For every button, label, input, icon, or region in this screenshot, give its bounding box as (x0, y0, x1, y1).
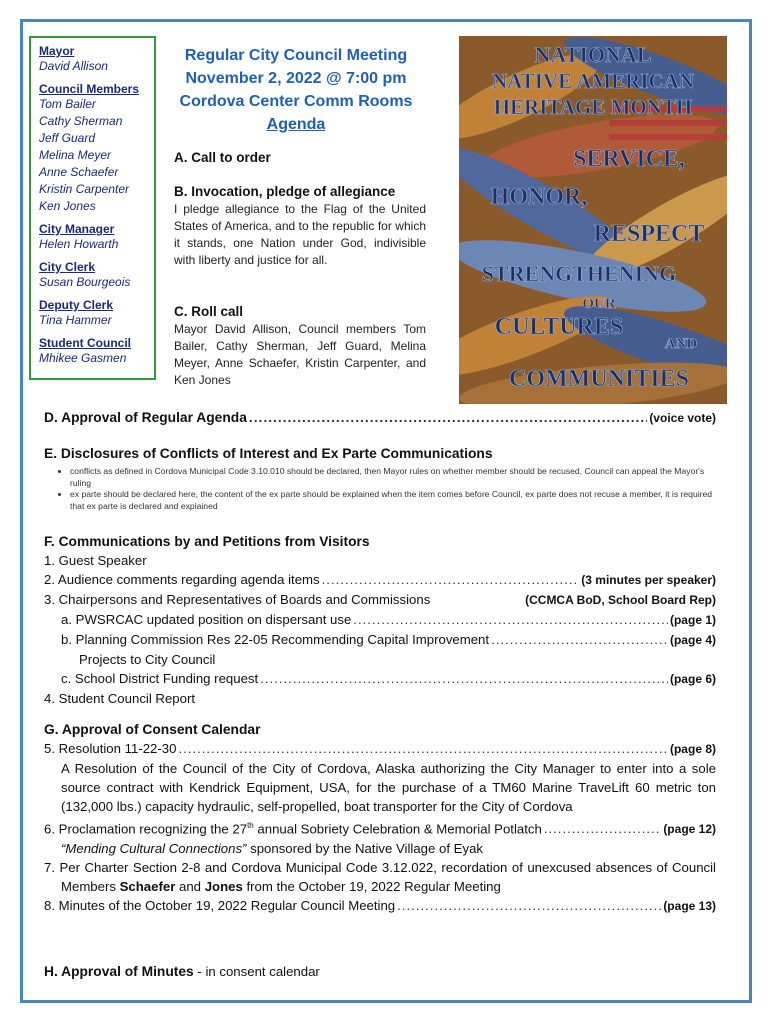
poster-word: NATIVE AMERICAN (491, 69, 695, 93)
roster-name: Kristin Carpenter (39, 182, 130, 196)
absences-part: from the October 19, 2022 Regular Meeting (242, 879, 501, 895)
roster-name: David Allison (39, 59, 108, 73)
item-3a: a. PWSRCAC updated position on dispersant use (61, 612, 352, 627)
roster-name: Tom Bailer (39, 97, 96, 111)
item-tag: (page 6) (669, 672, 716, 686)
item-tag: (page 12) (663, 822, 716, 837)
item-audience-comments: 2. Audience comments regarding agenda items (44, 572, 320, 587)
roster-name: Tina Hammer (39, 313, 112, 327)
poster-word: STRENGTHENING (481, 261, 677, 286)
roster-role: Mayor (39, 44, 75, 58)
title-line-3: Cordova Center Comm Rooms (179, 93, 413, 110)
resolution-text: A Resolution of the Council of the City of Cordova, Alaska authorizing the City Manager to enter into a sole source contract with Kendrick Equipment, USA, for the purchase of a TM60 Marine TraveLift 60 metric ton (132,000 lbs.) capacity hydraulic, self-propelled, boat transporter for the City of Cordova (61, 761, 716, 814)
item-3c: c. School District Funding request (61, 671, 259, 686)
poster-artwork (459, 36, 727, 404)
item-student-council: 4. Student Council Report (44, 691, 196, 706)
item-3b-cont: Projects to City Council (79, 652, 216, 667)
disclosure-bullet: • ex parte should be declared here, the content of the ex parte should be explained when the item comes before Council, ex parte does not recuse a member, it is required that ex parte is declared and explained (70, 489, 716, 512)
roster-name: Anne Schaefer (39, 165, 119, 179)
roster-box (29, 36, 156, 380)
roster-role: Deputy Clerk (39, 298, 114, 312)
section-c-heading: C. Roll call (174, 304, 244, 319)
poster-word: NATIONAL (534, 42, 652, 67)
meeting-title (165, 44, 427, 136)
item-absences (44, 858, 716, 896)
roster-role: Student Council (39, 336, 131, 350)
item-tag: (page 13) (663, 899, 716, 914)
poster-word: CULTURES (494, 314, 624, 340)
item-minutes: 8. Minutes of the October 19, 2022 Regular Council Meeting (44, 898, 396, 914)
item-3b: b. Planning Commission Res 22-05 Recommending Capital Improvement (61, 632, 490, 647)
roster-name: Cathy Sherman (39, 114, 123, 128)
section-h-rest: - in consent calendar (193, 964, 320, 979)
ordinal-sup: th (247, 821, 254, 830)
roster-name: Ken Jones (39, 199, 96, 213)
roster-name: Melina Meyer (39, 148, 112, 162)
section-f (44, 532, 716, 708)
item-tag: (page 4) (669, 633, 716, 647)
poster-word: COMMUNITIES (508, 366, 690, 392)
section-g (44, 720, 716, 916)
section-d (44, 408, 716, 428)
item-tag: (page 8) (669, 742, 716, 756)
member-name: Jones (204, 879, 243, 895)
roster-role: City Manager (39, 222, 115, 236)
title-line-2: November 2, 2022 @ 7:00 pm (185, 70, 407, 87)
item-resolution: 5. Resolution 11-22-30 (44, 741, 177, 756)
roster-name: Helen Howarth (39, 237, 119, 251)
section-b-heading: B. Invocation, pledge of allegiance (174, 184, 396, 199)
section-d-label: D. Approval of Regular Agenda (44, 410, 247, 425)
section-c (174, 304, 426, 389)
item-tag: (3 minutes per speaker) (581, 573, 716, 587)
proclamation-part: 6. Proclamation recognizing the 27 (44, 821, 248, 837)
pledge-text: I pledge allegiance to the Flag of the United States of America, and to the republic for which it stands, one Nation under God, indivisible with liberty and justice for all. (174, 202, 426, 267)
section-e-heading: E. Disclosures of Conflicts of Interest and Ex Parte Communications (44, 446, 493, 461)
roster-name: Mhikee Gasmen (39, 351, 127, 365)
item-chairpersons: 3. Chairpersons and Representatives of Boards and Commissions (44, 592, 431, 607)
section-h (44, 962, 716, 981)
voice-vote-tag: (voice vote) (649, 411, 716, 425)
title-line-1: Regular City Council Meeting (184, 47, 408, 64)
roster-name: Jeff Guard (39, 131, 96, 145)
proclamation-rest: sponsored by the Native Village of Eyak (246, 841, 483, 857)
proclamation-part: annual Sobriety Celebration & Memorial Potlatch (253, 821, 542, 837)
disclosure-bullet: • conflicts as defined in Cordova Municipal Code 3.10.010 should be declared, then Mayor rules on whether member should be recused, Council can appeal the Mayor's ruling (70, 466, 716, 489)
absences-part: 7. Per Charter Section 2-8 and Cordova Municipal Code 3.12.022, recordation of unexcused absences of Council Members (44, 860, 716, 895)
poster-word: OUR (582, 296, 616, 312)
poster-word: HERITAGE MONTH (493, 95, 693, 119)
section-a-heading: A. Call to order (174, 150, 271, 165)
poster-word: RESPECT (593, 221, 705, 247)
member-name: Schaefer (119, 879, 176, 895)
item-proclamation (44, 816, 542, 838)
proclamation-cont (44, 839, 716, 858)
section-b (174, 184, 426, 269)
section-h-heading: H. Approval of Minutes (44, 964, 194, 979)
poster-word: HONOR, (490, 184, 588, 210)
item-guest-speaker: 1. Guest Speaker (44, 553, 147, 568)
roster-name: Susan Bourgeois (39, 275, 131, 289)
proclamation-quote: “Mending Cultural Connections” (61, 841, 247, 857)
section-g-heading: G. Approval of Consent Calendar (44, 722, 261, 737)
section-e (44, 444, 716, 512)
roster-role: Council Members (39, 82, 140, 96)
absences-part: and (175, 879, 205, 895)
poster-word: SERVICE, (573, 146, 685, 172)
item-tag: (page 1) (669, 613, 716, 627)
section-a (174, 150, 426, 165)
section-f-heading: F. Communications by and Petitions from Visitors (44, 534, 370, 549)
heritage-month-poster (459, 36, 727, 404)
item-tag: (CCMCA BoD, School Board Rep) (525, 593, 716, 607)
roll-call-text: Mayor David Allison, Council members Tom Bailer, Cathy Sherman, Jeff Guard, Melina Meyer, Anne Schaefer, Kristin Carpenter, and Ken Jones (174, 322, 426, 387)
poster-word: AND (664, 336, 698, 352)
title-agenda: Agenda (266, 116, 326, 133)
roster-role: City Clerk (39, 260, 96, 274)
